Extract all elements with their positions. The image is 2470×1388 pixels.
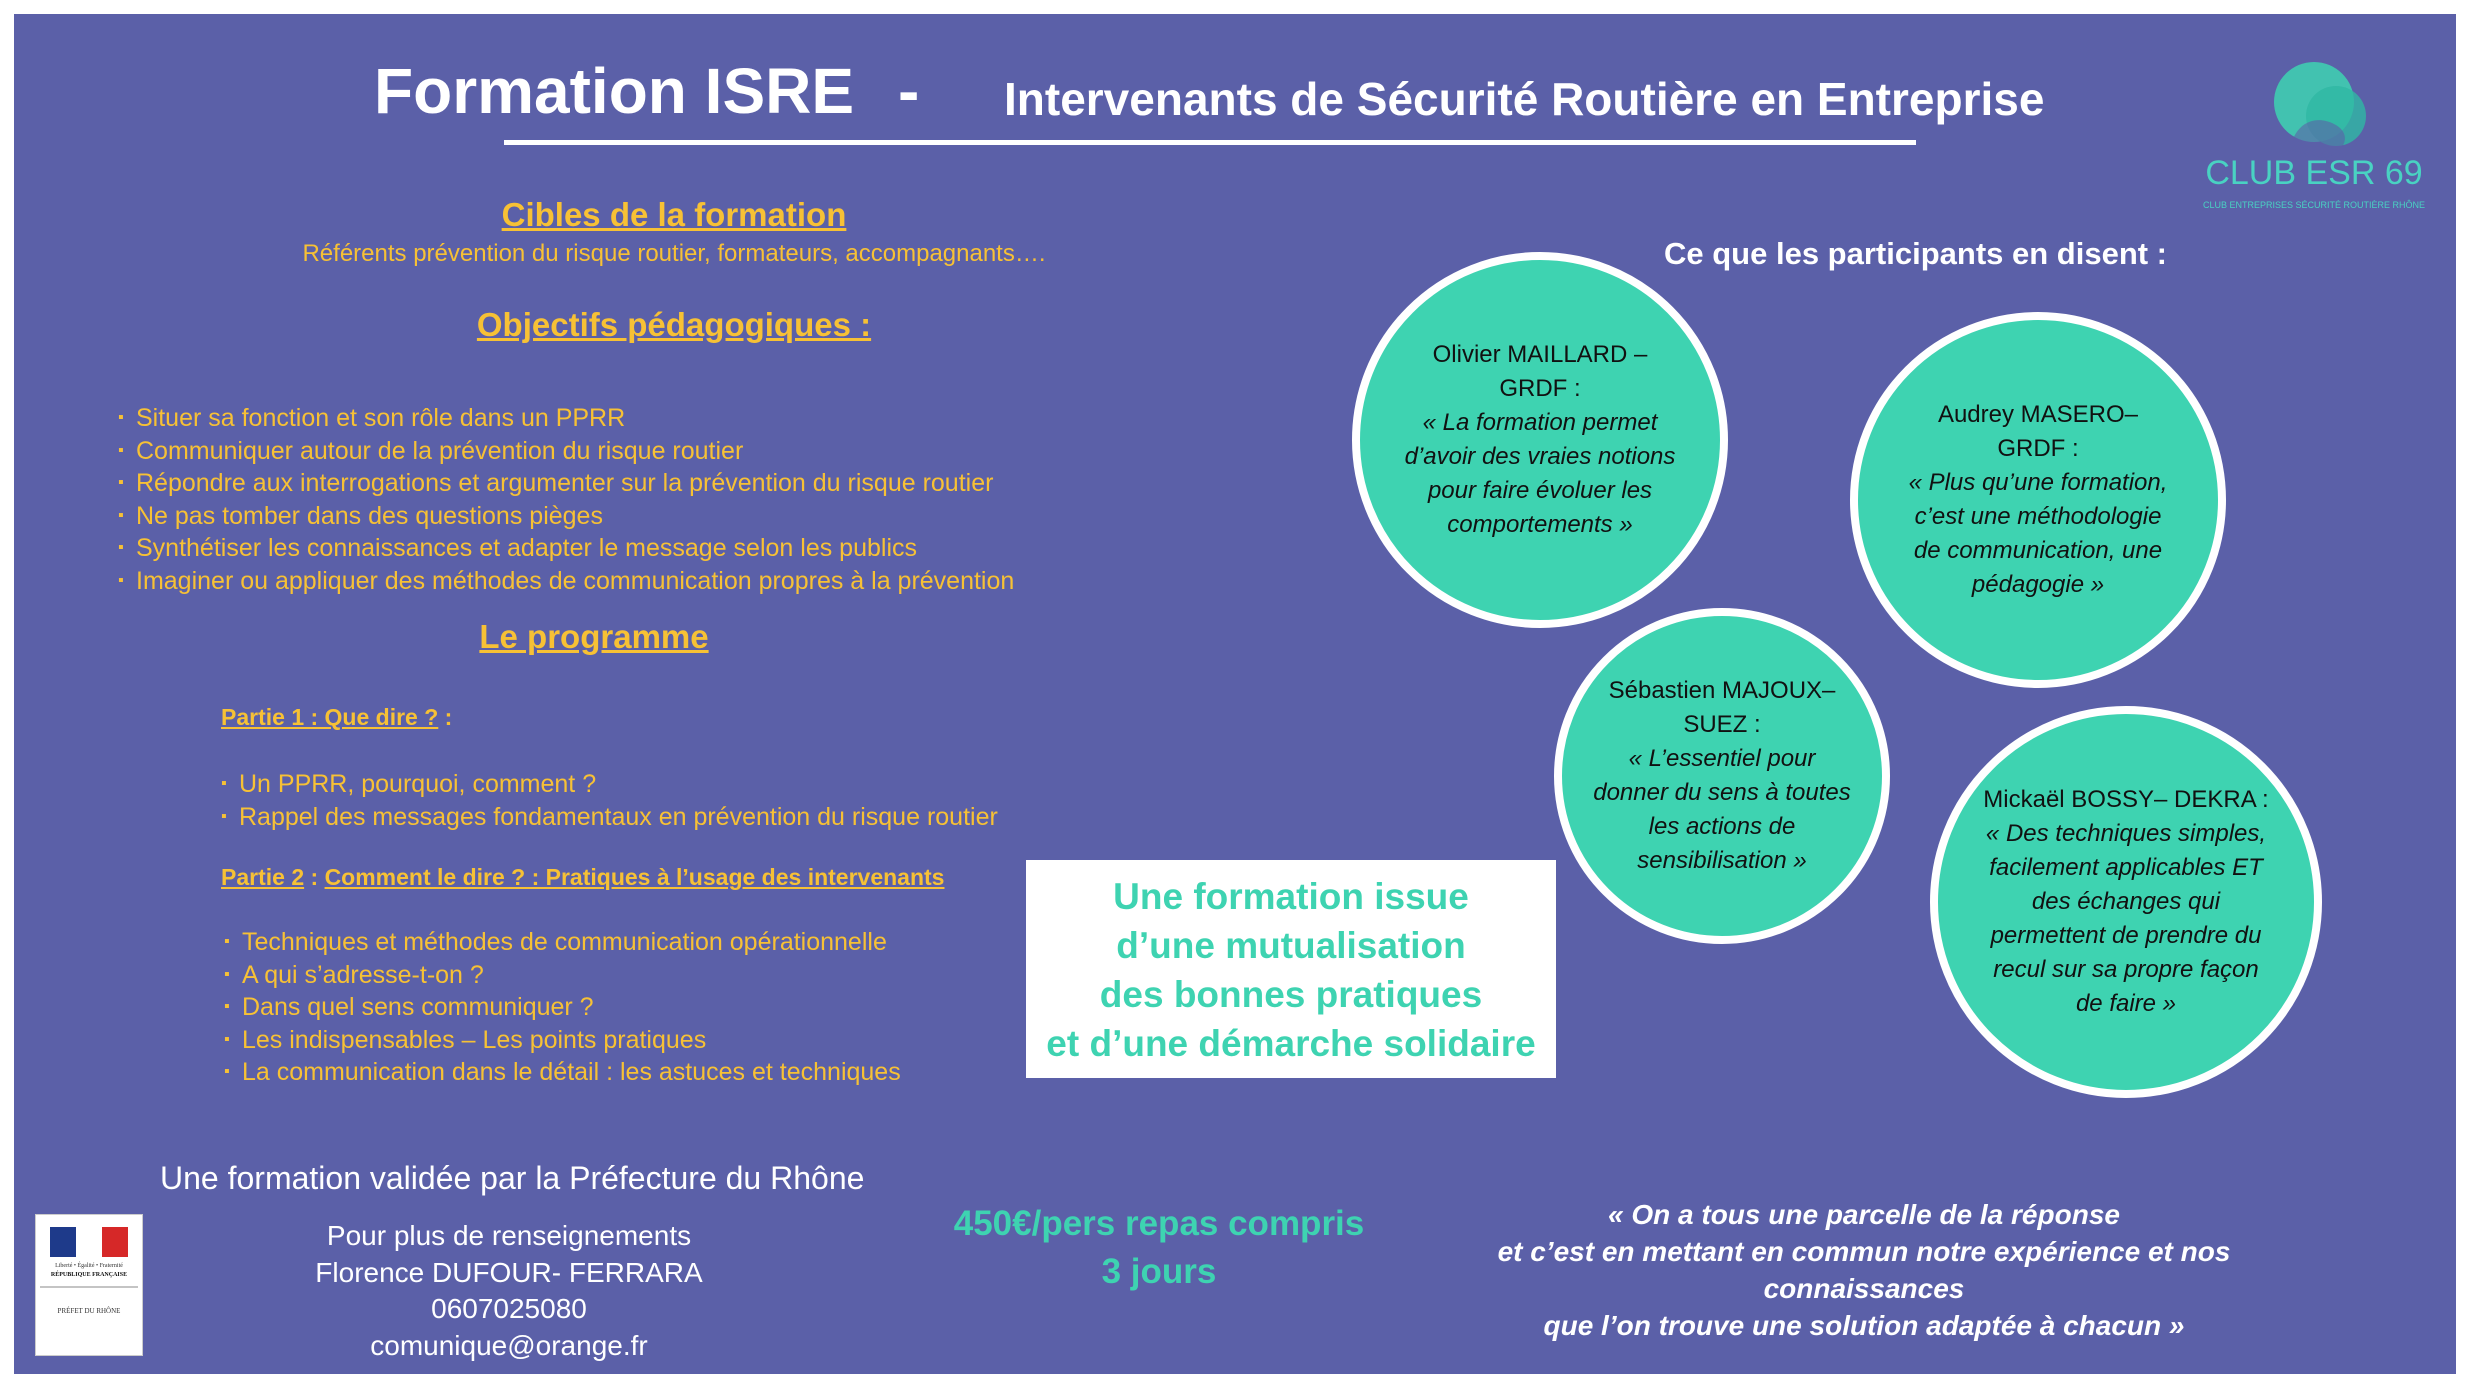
mutualisation-line: et d’une démarche solidaire [1046,1023,1536,1064]
flag-prefet: PRÉFET DU RHÔNE [57,1307,121,1315]
flag-caption: Liberté • Égalité • Fraternité [55,1263,123,1269]
contact-name: Florence DUFOUR- FERRARA [315,1256,703,1288]
mutualisation-line: d’une mutualisation [1116,925,1466,966]
list-item: ▪ Rappel des messages fondamentaux en prévention du risque routier [221,801,998,834]
prefecture-text: Une formation validée par la Préfecture du Rhône [160,1160,865,1196]
list-item: ▪ La communication dans le détail : les astuces et techniques [224,1056,901,1089]
testimonial-author: Sébastien MAJOUX– SUEZ : [1608,677,1836,738]
objectifs-list [118,402,1014,597]
mutualisation-text [1026,872,1556,1068]
contact-phone: 0607025080 [431,1293,587,1324]
partie2-sep: : [304,864,325,890]
title-underline [504,140,1916,145]
testimonial-quote: « L’essentiel pour donner du sens à toutes les actions de sensibilisation » [1593,745,1851,874]
partie1-list [221,768,998,833]
cibles-text: Référents prévention du risque routier, formateurs, accompagnants…. [302,240,1046,267]
title-separator: - [898,55,920,127]
list-item: ▪ Les indispensables – Les points pratiques [224,1024,901,1057]
partie2-title: Comment le dire ? : Pratiques à l’usage des intervenants [324,864,945,890]
testimonial-quote: « La formation permet d’avoir des vraies notions pour faire évoluer les comportements » [1404,409,1676,538]
quote-line: « On a tous une parcelle de la réponse [1608,1199,2120,1230]
price-line: 450€/pers repas compris [953,1204,1365,1243]
list-item: ▪ Ne pas tomber dans des questions pièges [118,500,1014,533]
mutualisation-line: Une formation issue [1113,876,1469,917]
list-item: ▪ Situer sa fonction et son rôle dans un PPRR [118,402,1014,435]
testimonial-bubble [1850,312,2226,688]
quote-line: que l’on trouve une solution adaptée à chacun » [1543,1310,2185,1341]
list-item: ▪ Dans quel sens communiquer ? [224,991,901,1024]
list-item: ▪ Synthétiser les connaissances et adapter le message selon les publics [118,532,1014,565]
partie2-heading [221,864,944,891]
testimonial-author: Mickaël BOSSY– DEKRA : [1983,786,2269,813]
partie1-label: Partie 1 : Que dire ? [221,704,439,730]
logo-tagline: CLUB ENTREPRISES SÉCURITÉ ROUTIÈRE RHÔNE [2202,200,2426,210]
list-item: ▪ Techniques et méthodes de communication opérationnelle [224,926,901,959]
testimonial-bubble [1352,252,1728,628]
list-item: ▪ Répondre aux interrogations et argumenter sur la prévention du risque routier [118,467,1014,500]
list-item: ▪ Communiquer autour de la prévention du risque routier [118,435,1014,468]
mutualisation-line: des bonnes pratiques [1099,974,1483,1015]
closing-quote [1394,1196,2334,1344]
contact-email: comunique@orange.fr [370,1329,648,1361]
partie2-list [224,926,901,1089]
flag-republic: RÉPUBLIQUE FRANÇAISE [50,1272,128,1278]
contact-block [284,1218,734,1364]
programme-heading: Le programme [479,618,709,655]
cibles-heading: Cibles de la formation [501,196,847,233]
list-item: ▪ A qui s’adresse-t-on ? [224,959,901,992]
quote-line: et c’est en mettant en commun notre expérience et nos connaissances [1497,1236,2231,1304]
poster [14,14,2456,1374]
testimonial-bubble [1554,608,1890,944]
testimonial-bubble [1930,706,2322,1098]
partie1-suffix: : [438,704,453,730]
list-item: ▪ Un PPRR, pourquoi, comment ? [221,768,998,801]
testimonial-quote: « Plus qu’une formation, c’est une méthodologie de communication, une pédagogie » [1908,469,2168,598]
duration-line: 3 jours [1101,1252,1217,1291]
page-title: Formation ISRE [374,55,855,127]
partie1-heading [221,704,452,731]
list-item: ▪ Imaginer ou appliquer des méthodes de communication propres à la prévention [118,565,1014,598]
partie2-label: Partie 2 [221,864,305,890]
testimonial-author: Audrey MASERO– GRDF : [1937,401,2139,462]
testimonial-author: Olivier MAILLARD – GRDF : [1432,341,1648,402]
contact-line: Pour plus de renseignements [326,1220,692,1251]
objectifs-heading: Objectifs pédagogiques : [476,306,872,343]
marianne-flag-icon [36,1215,142,1355]
page-subtitle: Intervenants de Sécurité Routière en Entreprise [1004,73,2045,125]
prefecture-logo [35,1214,143,1356]
price-block [934,1200,1384,1296]
participants-heading: Ce que les participants en disent : [1664,236,2168,271]
logo-name: CLUB ESR 69 [2205,154,2423,192]
testimonial-quote: « Des techniques simples, facilement applicables ET des échanges qui permettent de prendre du recul sur sa propre façon de faire » [1985,820,2267,1017]
